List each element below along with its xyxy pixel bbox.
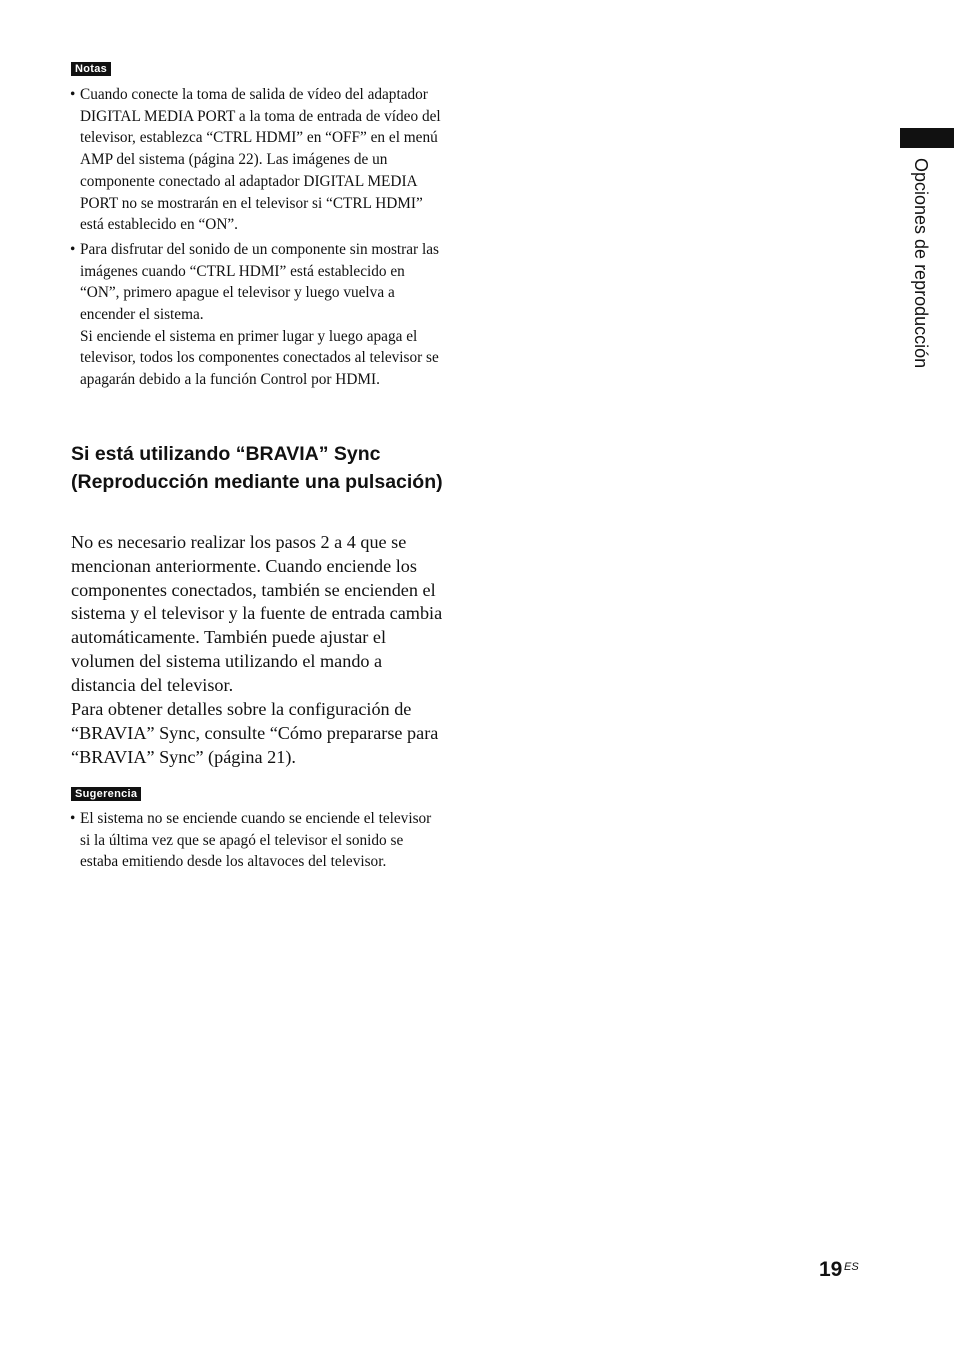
bullet-icon: • [70,86,76,103]
tip-label: Sugerencia [71,787,141,801]
list-item [70,84,445,236]
bullet-icon: • [70,240,76,258]
section-heading: Si está utilizando “BRAVIA” Sync (Reproducción mediante una pulsación) [71,443,443,493]
list-item [70,808,445,873]
note-paragraph: Si enciende el sistema en primer lugar y luego apaga el televisor, todos los componentes conectados al televisor se apagarán debido a la función Control por HDMI. [80,327,439,389]
page-number: 19 [819,1258,843,1281]
body-paragraph: Para obtener detalles sobre la configuración de “BRAVIA” Sync, consulte “Cómo prepararse para “BRAVIA” Sync” (página 21). [71,699,439,767]
list-item [70,239,445,391]
tip-list [70,808,445,876]
side-tab-marker [900,128,954,148]
note-paragraph: Para disfrutar del sonido de un componente sin mostrar las imágenes cuando “CTRL HDMI” está establecido en “ON”, primero apague el televisor y luego vuelva a encender el sistema. [80,240,439,324]
note-paragraph: Cuando conecte la toma de salida de vídeo del adaptador DIGITAL MEDIA PORT a la toma de entrada de vídeo del televisor, establezca “CTRL HDMI” en “OFF” en el menú AMP del sistema (página 22). Las imágenes de un componente conectado al adaptador DIGITAL MEDIA PORT no se mostrarán en el televisor si “CTRL HDMI” está establecido en “ON”. [80,86,441,234]
page-language-suffix: ES [844,1261,859,1273]
tip-paragraph: El sistema no se enciende cuando se enciende el televisor si la última vez que se apagó el televisor el sonido se estaba emitiendo desde los altavoces del televisor. [80,810,432,871]
bullet-icon: • [70,810,76,827]
notes-label: Notas [71,62,111,76]
notes-list [70,84,445,394]
side-tab-label: Opciones de reproducción [911,158,931,369]
body-paragraph: No es necesario realizar los pasos 2 a 4 que se mencionan anteriormente. Cuando enciende los componentes conectados, también se encienden el sistema y el televisor y la fuente de entrada cambia automáticamente. También puede ajustar el volumen del sistema utilizando el mando a distancia del televisor. [71,532,443,695]
